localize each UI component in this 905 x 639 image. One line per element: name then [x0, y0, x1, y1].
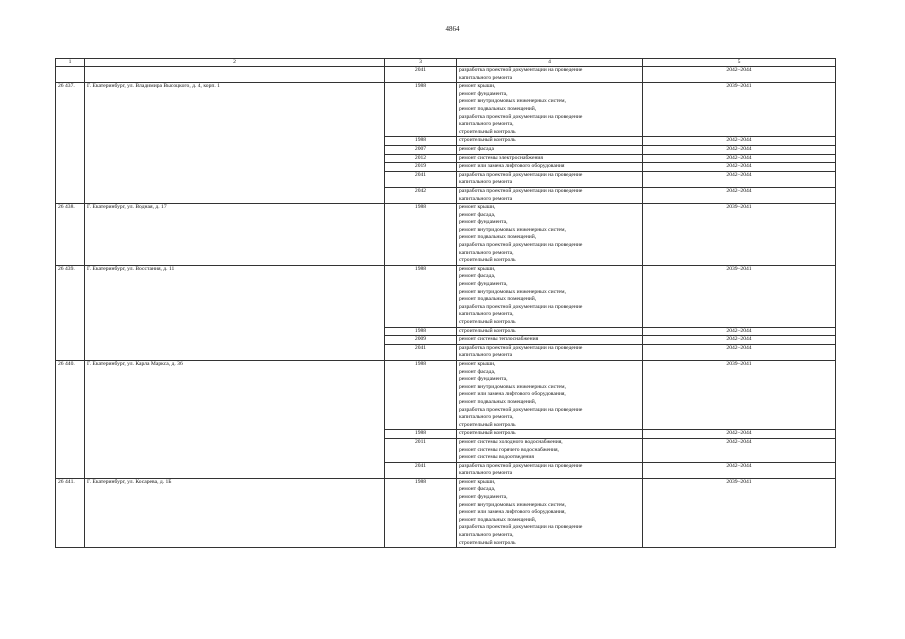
work-item: ремонт внутридомовых инженерных систем,: [459, 98, 566, 105]
work-item: капитального ремонта,: [459, 311, 514, 318]
period-cell: 2039–2041: [643, 360, 836, 429]
table-row: [56, 204, 836, 266]
work-item: строительный контроль: [459, 421, 516, 428]
year-cell: 1988: [385, 327, 457, 336]
work-item: разработка проектной документации на проведение: [459, 462, 583, 469]
period-cell: 2042–2044: [643, 462, 836, 478]
period-cell: 2042–2044: [643, 137, 836, 146]
works-cell: [457, 478, 643, 547]
work-item: ремонт внутридомовых инженерных систем,: [459, 501, 566, 508]
work-item: разработка проектной документации на проведение: [459, 344, 583, 351]
works-cell: [457, 163, 643, 172]
year-cell: 2041: [385, 462, 457, 478]
works-cell: [457, 265, 643, 327]
period-cell: 2042–2044: [643, 163, 836, 172]
capital-repair-table: [55, 58, 836, 548]
column-number-row: [56, 59, 836, 67]
year-cell: 2011: [385, 438, 457, 462]
work-item: ремонт или замена лифтового оборудования,: [459, 391, 566, 398]
work-item: капитального ремонта,: [459, 249, 514, 256]
works-cell: [457, 336, 643, 345]
period-cell: 2042–2044: [643, 171, 836, 187]
work-item: ремонт или замена лифтового оборудования: [459, 163, 565, 170]
works-cell: [457, 187, 643, 203]
period-cell: 2039–2041: [643, 478, 836, 547]
work-item: строительный контроль: [459, 319, 516, 325]
work-item: ремонт фасада: [459, 145, 494, 152]
work-item: ремонт фундамента,: [459, 376, 508, 383]
table-body: [56, 67, 836, 548]
work-item: ремонт или замена лифтового оборудования,: [459, 509, 566, 516]
work-item: ремонт подвальных помещений,: [459, 516, 537, 523]
work-item: ремонт фасада,: [459, 273, 496, 280]
works-cell: [457, 344, 643, 360]
year-cell: 1988: [385, 137, 457, 146]
work-item: разработка проектной документации на проведение: [459, 303, 583, 310]
address-cell: Г. Екатеринбург, ул. Косарева, д. 1Б: [85, 478, 385, 547]
year-cell: 1988: [385, 204, 457, 266]
year-cell: 1988: [385, 83, 457, 137]
work-item: разработка проектной документации на проведение: [459, 171, 583, 178]
work-item: капитального ремонта,: [459, 532, 514, 539]
work-item: капитального ремонта,: [459, 121, 514, 128]
column-header-1: 1: [56, 59, 85, 67]
year-cell: 1988: [385, 265, 457, 327]
column-header-5: 5: [643, 59, 836, 67]
works-cell: [457, 83, 643, 137]
work-item: ремонт крыши,: [459, 265, 496, 272]
work-item: строительный контроль: [459, 257, 516, 264]
work-item: разработка проектной документации на проведение: [459, 113, 583, 120]
period-cell: 2039–2041: [643, 265, 836, 327]
work-item: ремонт фундамента,: [459, 90, 508, 97]
period-cell: 2042–2044: [643, 344, 836, 360]
work-item: разработка проектной документации на проведение: [459, 187, 583, 194]
work-item: строительный контроль: [459, 137, 516, 144]
work-item: разработка проектной документации на проведение: [459, 524, 583, 531]
year-cell: 2041: [385, 67, 457, 83]
work-item: разработка проектной документации на проведение: [459, 67, 583, 73]
work-item: строительный контроль: [459, 128, 516, 135]
period-cell: 2042–2044: [643, 67, 836, 83]
row-number-cell: 26 441.: [56, 478, 85, 547]
address-cell: Г. Екатеринбург, ул. Водная, д. 17: [85, 204, 385, 266]
page-number: 4864: [445, 25, 460, 33]
work-item: капитального ремонта: [459, 195, 513, 202]
works-cell: [457, 327, 643, 336]
period-cell: 2042–2044: [643, 154, 836, 163]
work-item: ремонт крыши,: [459, 478, 496, 485]
works-cell: [457, 360, 643, 429]
work-item: ремонт фасада,: [459, 486, 496, 493]
period-cell: 2039–2041: [643, 204, 836, 266]
year-cell: 2042: [385, 187, 457, 203]
work-item: ремонт системы водоотведения: [459, 454, 534, 461]
work-item: ремонт подвальных помещений,: [459, 234, 537, 241]
works-cell: [457, 137, 643, 146]
address-cell: Г. Екатеринбург, ул. Восстания, д. 11: [85, 265, 385, 360]
work-item: ремонт внутридомовых инженерных систем,: [459, 383, 566, 390]
period-cell: 2042–2044: [643, 187, 836, 203]
work-item: капитального ремонта: [459, 352, 513, 359]
works-cell: [457, 154, 643, 163]
year-cell: 2007: [385, 145, 457, 154]
work-item: ремонт фасада,: [459, 368, 496, 375]
work-item: ремонт подвальных помещений,: [459, 296, 537, 303]
table-row: [56, 360, 836, 429]
work-item: ремонт фасада,: [459, 211, 496, 218]
row-number-cell: [56, 67, 85, 83]
work-item: ремонт фундамента,: [459, 219, 508, 226]
column-header-2: 2: [85, 59, 385, 67]
period-cell: 2042–2044: [643, 430, 836, 439]
row-number-cell: 26 437.: [56, 83, 85, 204]
column-header-4: 4: [457, 59, 643, 67]
work-item: ремонт системы холодного водоснабжения,: [459, 438, 563, 445]
period-cell: 2042–2044: [643, 145, 836, 154]
work-item: ремонт системы электроснабжения: [459, 154, 543, 161]
works-cell: [457, 171, 643, 187]
row-number-cell: 26 439.: [56, 265, 85, 360]
period-cell: 2042–2044: [643, 336, 836, 345]
year-cell: 1988: [385, 430, 457, 439]
works-cell: [457, 430, 643, 439]
year-cell: 1988: [385, 360, 457, 429]
work-item: капитального ремонта: [459, 179, 513, 186]
work-item: ремонт внутридомовых инженерных систем,: [459, 226, 566, 233]
works-cell: [457, 67, 643, 83]
year-cell: 2041: [385, 344, 457, 360]
work-item: ремонт системы теплоснабжения: [459, 336, 539, 343]
work-item: ремонт фундамента,: [459, 281, 508, 288]
row-number-cell: 26 438.: [56, 204, 85, 266]
work-item: ремонт внутридомовых инженерных систем,: [459, 288, 566, 295]
work-item: разработка проектной документации на проведение: [459, 242, 583, 249]
table-row: [56, 265, 836, 327]
work-item: ремонт крыши,: [459, 204, 496, 211]
work-item: ремонт системы горячего водоснабжения,: [459, 446, 559, 453]
work-item: ремонт крыши,: [459, 360, 496, 367]
work-item: разработка проектной документации на проведение: [459, 406, 583, 413]
table-row: [56, 478, 836, 547]
works-cell: [457, 462, 643, 478]
works-cell: [457, 204, 643, 266]
work-item: капитального ремонта: [459, 74, 513, 81]
works-cell: [457, 145, 643, 154]
period-cell: 2042–2044: [643, 327, 836, 336]
work-item: ремонт крыши,: [459, 83, 496, 90]
work-item: строительный контроль: [459, 539, 516, 546]
period-cell: 2042–2044: [643, 438, 836, 462]
work-item: ремонт подвальных помещений,: [459, 398, 537, 405]
year-cell: 2019: [385, 163, 457, 172]
address-cell: [85, 67, 385, 83]
work-item: строительный контроль: [459, 430, 516, 437]
table-row: [56, 67, 836, 83]
column-header-3: 3: [385, 59, 457, 67]
table-row: [56, 83, 836, 137]
work-item: строительный контроль: [459, 327, 516, 334]
year-cell: 1988: [385, 478, 457, 547]
work-item: ремонт подвальных помещений,: [459, 105, 537, 112]
year-cell: 2041: [385, 171, 457, 187]
address-cell: Г. Екатеринбург, ул. Карла Маркса, д. 36: [85, 360, 385, 478]
row-number-cell: 26 440.: [56, 360, 85, 478]
year-cell: 2012: [385, 154, 457, 163]
year-cell: 2009: [385, 336, 457, 345]
works-cell: [457, 438, 643, 462]
period-cell: 2039–2041: [643, 83, 836, 137]
work-item: ремонт фундамента,: [459, 494, 508, 501]
address-cell: Г. Екатеринбург, ул. Владимира Высоцкого, д. 4, корп. 1: [85, 83, 385, 204]
work-item: капитального ремонта: [459, 470, 513, 477]
work-item: капитального ремонта,: [459, 414, 514, 421]
